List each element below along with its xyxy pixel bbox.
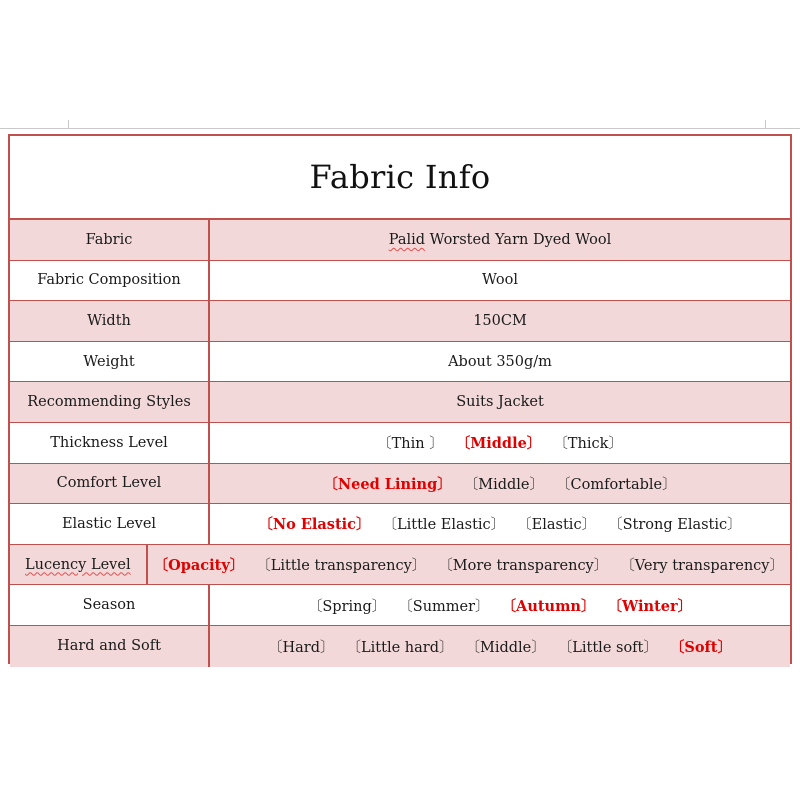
option: 〔Middle〕 [465,639,546,656]
option: 〔More transparency〕 [438,558,609,575]
row-label [10,423,210,463]
row-value [210,423,790,463]
option: 〔Little transparency〕 [256,558,427,575]
row-label [10,342,210,382]
option: 〔Little soft〕 [557,639,658,656]
row-value [210,464,790,504]
row-value [210,626,790,667]
table-row [10,301,790,342]
table-row [10,382,790,423]
option: 〔Comfortable〕 [556,476,677,493]
table-body [10,220,790,667]
row-value-text: 150CM [473,312,527,329]
row-label [10,382,210,422]
row-label-text: Weight [83,353,135,370]
row-value [210,382,790,422]
row-value [210,261,790,301]
table-row [10,464,790,505]
row-label [10,220,210,260]
row-label [10,504,210,544]
option-selected: 〔Soft〕 [669,638,732,656]
row-value-text: About 350g/m [448,353,552,370]
row-label-text: Elastic Level [61,515,157,532]
table-row [10,504,790,545]
table-row [10,585,790,626]
table-row [10,626,790,667]
row-label [10,626,210,667]
row-value [210,301,790,341]
option-selected: 〔Winter〕 [607,597,693,615]
row-value [210,585,790,625]
ruler-tick-left [68,120,69,128]
option-selected: 〔Opacity〕 [153,557,245,575]
option: 〔Summer〕 [398,598,490,615]
option-selected: 〔Middle〕 [455,435,542,453]
option-selected: 〔Autumn〕 [501,597,596,615]
table-title: Fabric Info [309,158,491,196]
row-label-text: Width [87,312,131,329]
row-label [10,261,210,301]
row-label-text: Season [82,597,136,614]
row-value-text: Palid Worsted Yarn Dyed Wool [388,231,612,248]
row-label-text: Fabric Composition [37,272,181,289]
table-title-row [10,136,790,220]
spellcheck-word: Palid [388,231,426,248]
row-label-text: Lucency Level [25,556,131,573]
row-label-text: Fabric [85,231,133,248]
row-label-text: Comfort Level [56,475,162,492]
option: 〔Middle〕 [463,476,545,493]
option-selected: 〔Need Lining〕 [323,475,452,493]
row-label [10,585,210,625]
option: 〔Thick〕 [553,436,623,453]
table-row [10,261,790,302]
row-label-text: Thickness Level [50,434,168,451]
row-label [10,301,210,341]
row-label-text: Hard and Soft [57,638,161,655]
ruler-tick-right [765,120,766,128]
option: 〔Strong Elastic〕 [608,517,742,534]
option: 〔Elastic〕 [517,517,597,534]
row-value [210,504,790,544]
option: 〔Very transparency〕 [620,558,784,575]
row-value [210,342,790,382]
option: 〔Little hard〕 [346,639,454,656]
option: 〔Thin 〕 [377,436,444,453]
page-top-rule [0,128,800,129]
option: 〔Spring〕 [307,598,387,615]
table-row [10,545,790,586]
row-label [10,464,210,504]
option: 〔Hard〕 [268,639,335,656]
row-label-text: Recommending Styles [27,394,191,411]
table-row [10,220,790,261]
option-selected: 〔No Elastic〕 [258,516,371,534]
row-value-text: Suits Jacket [456,394,544,411]
row-value [148,545,790,585]
fabric-info-table [8,134,792,664]
row-value [210,220,790,260]
table-row [10,423,790,464]
row-value-text: Wool [481,272,519,289]
option: 〔Little Elastic〕 [382,517,506,534]
table-row [10,342,790,383]
row-label [10,545,148,585]
